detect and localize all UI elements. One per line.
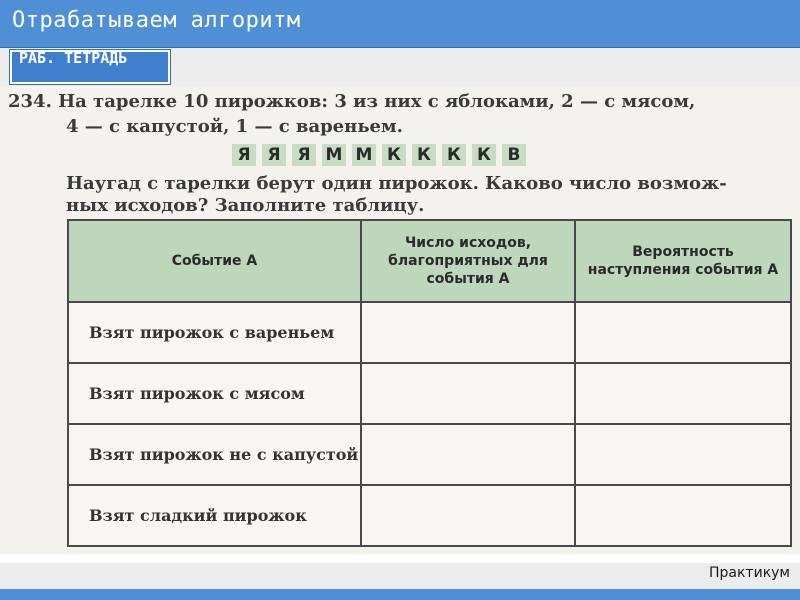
probability-cell[interactable] bbox=[575, 424, 791, 485]
pie-token: Я bbox=[262, 144, 286, 166]
task-line-1: 234. На тарелке 10 пирожков: 3 из них с яблоками, 2 — с мясом, bbox=[8, 91, 696, 112]
footer-band bbox=[0, 563, 800, 589]
pie-token: Я bbox=[232, 144, 256, 166]
footer-separator bbox=[0, 554, 800, 563]
title-bar bbox=[0, 0, 800, 48]
header-event: Событие A bbox=[68, 220, 361, 302]
footer-bar bbox=[0, 589, 800, 600]
event-cell: Взят сладкий пирожок bbox=[68, 485, 361, 546]
probability-cell[interactable] bbox=[575, 485, 791, 546]
header-probability: Вероятность наступления события A bbox=[575, 220, 791, 302]
workbook-badge bbox=[10, 50, 170, 84]
workbook-badge-label: РАБ. ТЕТРАДЬ bbox=[19, 50, 128, 67]
event-cell: Взят пирожок не с капустой bbox=[68, 424, 361, 485]
footer-label: Практикум bbox=[708, 565, 790, 581]
table-header-row bbox=[68, 220, 791, 302]
probability-cell[interactable] bbox=[575, 363, 791, 424]
table-row bbox=[68, 363, 791, 424]
probability-cell[interactable] bbox=[575, 302, 791, 363]
pie-token: М bbox=[322, 144, 346, 166]
pie-token: Я bbox=[292, 144, 316, 166]
table-row bbox=[68, 424, 791, 485]
pie-token: К bbox=[382, 144, 406, 166]
table-row bbox=[68, 302, 791, 363]
event-cell: Взят пирожок с вареньем bbox=[68, 302, 361, 363]
header-count: Число исходов, благоприятных для события A bbox=[361, 220, 575, 302]
slide-title: Отрабатываем алгоритм bbox=[12, 8, 301, 33]
pie-token: М bbox=[352, 144, 376, 166]
task-line-2: 4 — с капустой, 1 — с вареньем. bbox=[66, 116, 403, 137]
table-row bbox=[68, 485, 791, 546]
task-line-4: ных исходов? Заполните таблицу. bbox=[66, 195, 425, 216]
pie-token: К bbox=[412, 144, 436, 166]
count-cell[interactable] bbox=[361, 302, 575, 363]
count-cell[interactable] bbox=[361, 363, 575, 424]
pie-token: К bbox=[442, 144, 466, 166]
pie-token-row bbox=[232, 144, 526, 166]
event-cell: Взят пирожок с мясом bbox=[68, 363, 361, 424]
pie-token: В bbox=[502, 144, 526, 166]
count-cell[interactable] bbox=[361, 485, 575, 546]
count-cell[interactable] bbox=[361, 424, 575, 485]
task-line-3: Наугад с тарелки берут один пирожок. Каково число возмож- bbox=[66, 173, 727, 194]
probability-table bbox=[67, 219, 792, 547]
pie-token: К bbox=[472, 144, 496, 166]
